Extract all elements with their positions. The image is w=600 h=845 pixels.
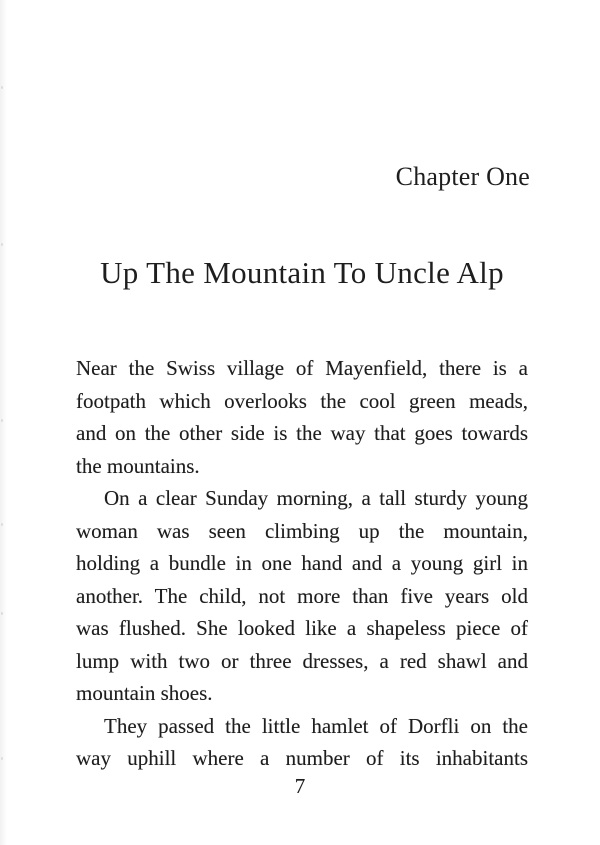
scan-speck <box>1 757 3 760</box>
text-line: and on the other side is the way that goes towards <box>76 421 528 445</box>
scan-speck <box>1 243 3 246</box>
paragraph <box>76 352 528 482</box>
text-line: woman was seen climbing up the mountain, <box>76 518 528 543</box>
paragraph <box>76 482 528 710</box>
scan-speck <box>1 86 3 89</box>
text-line: way uphill where a number of its inhabitants <box>76 746 528 770</box>
text-line: holding a bundle in one hand and a young girl in <box>76 551 528 575</box>
text-line: On a clear Sunday morning, a tall sturdy young <box>104 486 528 510</box>
text-line: was flushed. She looked like a shapeless piece of <box>76 616 528 640</box>
chapter-heading: Chapter One <box>395 162 530 191</box>
page-number: 7 <box>294 774 306 798</box>
text-line: mountain shoes. <box>76 681 213 705</box>
scan-speck <box>1 612 3 615</box>
text-line: footpath which overlooks the cool green meads, <box>76 388 528 413</box>
scan-speck <box>1 523 3 526</box>
scan-speck <box>1 419 3 422</box>
body-text <box>76 352 528 775</box>
text-line: Near the Swiss village of Mayenfield, there is a <box>76 356 528 380</box>
chapter-title: Up The Mountain To Uncle Alp <box>100 255 504 290</box>
text-line: lump with two or three dresses, a red shawl and <box>76 648 528 673</box>
page-edge-shadow <box>0 0 7 845</box>
text-line: They passed the little hamlet of Dorfli on the <box>104 713 528 738</box>
paragraph <box>76 710 528 775</box>
text-line: another. The child, not more than five years old <box>76 583 528 608</box>
text-line: the mountains. <box>76 453 200 478</box>
